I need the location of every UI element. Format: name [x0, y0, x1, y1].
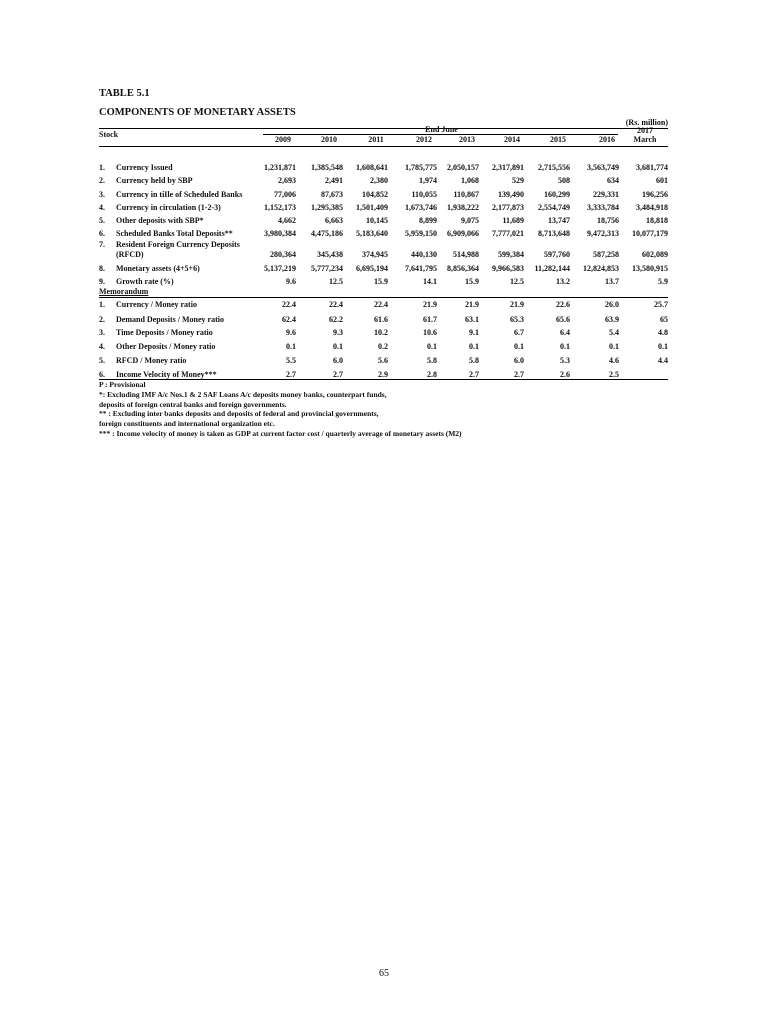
row-number: 4. [99, 203, 105, 212]
table-row [99, 370, 668, 382]
end-june-header: End June [425, 125, 458, 134]
table-cell: 440,130 [411, 250, 437, 259]
table-row [99, 176, 668, 188]
year-header: 2013 [459, 135, 475, 144]
table-cell: 1,152,173 [264, 203, 296, 212]
table-cell: 65.3 [510, 315, 524, 324]
table-cell: 0.1 [427, 342, 437, 351]
table-title: COMPONENTS OF MONETARY ASSETS [99, 107, 296, 118]
table-cell: 2.7 [469, 370, 479, 379]
table-cell: 280,364 [270, 250, 296, 259]
table-cell: 1,501,409 [356, 203, 388, 212]
table-cell: 2,715,556 [538, 163, 570, 172]
table-cell: 5.3 [560, 356, 570, 365]
table-cell: 12,824,853 [583, 264, 619, 273]
table-cell: 21.9 [465, 300, 479, 309]
table-cell: 1,385,548 [311, 163, 343, 172]
table-cell: 5.9 [658, 277, 668, 286]
table-cell: 514,988 [453, 250, 479, 259]
row-label: Currency in tiIle of Scheduled Banks [116, 190, 243, 199]
table-cell: 2,050,157 [447, 163, 479, 172]
table-cell: 4,475,186 [311, 229, 343, 238]
table-cell: 4.4 [658, 356, 668, 365]
table-cell: 1,673,746 [405, 203, 437, 212]
table-cell: 1,938,222 [447, 203, 479, 212]
table-cell: 2,693 [278, 176, 296, 185]
table-cell: 15.9 [465, 277, 479, 286]
row-number: 5. [99, 356, 105, 365]
table-row [99, 328, 668, 340]
row-number: 5. [99, 216, 105, 225]
table-cell: 15.9 [374, 277, 388, 286]
row-label: Resident Foreign Currency Deposits [116, 240, 240, 249]
table-cell: 11,282,144 [534, 264, 570, 273]
table-cell: 62.2 [329, 315, 343, 324]
table-cell: 0.1 [469, 342, 479, 351]
row-label: Growth rate (%) [116, 277, 174, 286]
table-cell: 0.1 [658, 342, 668, 351]
table-cell: 22.4 [374, 300, 388, 309]
table-cell: 601 [656, 176, 668, 185]
table-cell: 77,006 [274, 190, 296, 199]
table-cell: 6,663 [325, 216, 343, 225]
table-cell: 1,295,385 [311, 203, 343, 212]
table-cell: 12.5 [510, 277, 524, 286]
row-label: Other Deposits / Money ratio [116, 342, 216, 351]
table-cell: 7,641,795 [405, 264, 437, 273]
table-cell: 4,662 [278, 216, 296, 225]
table-cell: 26.0 [605, 300, 619, 309]
table-cell: 25.7 [654, 300, 668, 309]
col-2017-month: March [633, 135, 657, 144]
row-number: 2. [99, 315, 105, 324]
table-cell: 61.7 [423, 315, 437, 324]
year-header: 2014 [504, 135, 520, 144]
table-cell: 0.1 [560, 342, 570, 351]
table-cell: 2.7 [333, 370, 343, 379]
row-number: 4. [99, 342, 105, 351]
table-cell: 9.1 [469, 328, 479, 337]
table-cell: 22.4 [329, 300, 343, 309]
table-cell: 65 [660, 315, 668, 324]
row-number: 3. [99, 190, 105, 199]
table-cell: 87,673 [321, 190, 343, 199]
col-2017-year: 2017 [637, 126, 653, 135]
table-cell: 587,258 [593, 250, 619, 259]
table-cell: 5.8 [427, 356, 437, 365]
table-cell: 160,299 [544, 190, 570, 199]
footnote: *: Excluding IMF A/c Nos.1 & 2 SAF Loans A/c deposits money banks, counterpart funds, [99, 390, 387, 399]
table-cell: 5,137,219 [264, 264, 296, 273]
table-cell: 10,145 [366, 216, 388, 225]
table-row [99, 203, 668, 215]
header-bottom-rule [99, 146, 668, 147]
table-cell: 529 [512, 176, 524, 185]
table-cell: 5,777,234 [311, 264, 343, 273]
table-row [99, 264, 668, 276]
table-cell: 0.1 [333, 342, 343, 351]
table-cell: 6.7 [514, 328, 524, 337]
year-header: 2012 [416, 135, 432, 144]
table-cell: 9,966,583 [492, 264, 524, 273]
row-number: 8. [99, 264, 105, 273]
table-cell: 0.1 [609, 342, 619, 351]
table-cell: 63.1 [465, 315, 479, 324]
table-number: TABLE 5.1 [99, 88, 150, 99]
table-cell: 9,075 [461, 216, 479, 225]
table-cell: 0.1 [514, 342, 524, 351]
table-cell: 18,818 [646, 216, 668, 225]
stock-header: Stock [99, 130, 119, 139]
table-cell: 5.8 [469, 356, 479, 365]
row-label: Monetary assets (4+5+6) [116, 264, 200, 273]
table-cell: 2.5 [609, 370, 619, 379]
table-cell: 62.4 [282, 315, 296, 324]
table-cell: 1,608,641 [356, 163, 388, 172]
memorandum-label: Memorandum [99, 287, 149, 296]
row-label: Currency in circulation (1-2-3) [116, 203, 221, 212]
table-cell: 61.6 [374, 315, 388, 324]
table-cell: 5,959,150 [405, 229, 437, 238]
table-cell: 2.7 [514, 370, 524, 379]
table-cell: 6,909,066 [447, 229, 479, 238]
table-cell: 2.7 [286, 370, 296, 379]
row-number: 2. [99, 176, 105, 185]
row-number: 1. [99, 300, 105, 309]
table-row [99, 342, 668, 354]
year-header: 2015 [550, 135, 566, 144]
table-cell: 6.0 [514, 356, 524, 365]
row-number: 6. [99, 229, 105, 238]
row-number: 1. [99, 163, 105, 172]
table-row [99, 315, 668, 327]
table-cell: 5.6 [378, 356, 388, 365]
year-header: 2016 [599, 135, 615, 144]
table-cell: 4.8 [658, 328, 668, 337]
table-cell: 634 [607, 176, 619, 185]
table-cell: 374,945 [362, 250, 388, 259]
table-cell: 602,089 [642, 250, 668, 259]
table-cell: 18,756 [597, 216, 619, 225]
row-label: RFCD / Money ratio [116, 356, 187, 365]
table-cell: 1,068 [461, 176, 479, 185]
table-cell: 597,760 [544, 250, 570, 259]
table-bottom-rule [99, 379, 668, 380]
table-cell: 14.1 [423, 277, 437, 286]
table-row [99, 356, 668, 368]
table-cell: 196,256 [642, 190, 668, 199]
table-cell: 2,317,891 [492, 163, 524, 172]
table-cell: 4.6 [609, 356, 619, 365]
table-cell: 9.6 [286, 328, 296, 337]
page-number: 65 [379, 968, 389, 979]
year-header: 2009 [275, 135, 291, 144]
table-row [99, 216, 668, 228]
table-cell: 229,331 [593, 190, 619, 199]
table-cell: 2,554,749 [538, 203, 570, 212]
table-cell: 10.2 [374, 328, 388, 337]
table-cell: 0.1 [286, 342, 296, 351]
table-cell: 22.6 [556, 300, 570, 309]
row-label: Currency held by SBP [116, 176, 193, 185]
table-cell: 63.9 [605, 315, 619, 324]
table-cell: 9.6 [286, 277, 296, 286]
table-cell: 2,380 [370, 176, 388, 185]
table-row [99, 190, 668, 202]
row-label: Time Deposits / Money ratio [116, 328, 213, 337]
table-cell: 9.3 [333, 328, 343, 337]
table-cell: 8,899 [419, 216, 437, 225]
footnote: deposits of foreign central banks and foreign governments. [99, 400, 287, 409]
table-row [99, 163, 668, 175]
table-cell: 104,852 [362, 190, 388, 199]
units-label: (Rs. million) [625, 118, 668, 127]
table-cell: 2.8 [427, 370, 437, 379]
table-cell: 21.9 [423, 300, 437, 309]
table-cell: 13.7 [605, 277, 619, 286]
table-cell: 6.4 [560, 328, 570, 337]
row-label: Currency / Money ratio [116, 300, 197, 309]
table-cell: 8,713,648 [538, 229, 570, 238]
table-cell: 3,563,749 [587, 163, 619, 172]
table-cell: 2.6 [560, 370, 570, 379]
table-cell: 11,689 [502, 216, 524, 225]
table-cell: 10,077,179 [632, 229, 668, 238]
table-cell: 6.0 [333, 356, 343, 365]
table-cell: 5,183,640 [356, 229, 388, 238]
table-cell: 1,231,871 [264, 163, 296, 172]
table-cell: 13.2 [556, 277, 570, 286]
year-header: 2010 [321, 135, 337, 144]
row-label-continued: (RFCD) [116, 250, 144, 259]
table-cell: 2.9 [378, 370, 388, 379]
table-row [99, 277, 668, 289]
table-cell: 599,384 [498, 250, 524, 259]
table-cell: 0.2 [378, 342, 388, 351]
row-number: 9. [99, 277, 105, 286]
table-cell: 8,856,364 [447, 264, 479, 273]
footnote: *** : Income velocity of money is taken as GDP at current factor cost / quarterly average of monetary assets (M2) [99, 429, 462, 438]
table-cell: 7,777,021 [492, 229, 524, 238]
table-cell: 2,491 [325, 176, 343, 185]
table-cell: 110,055 [411, 190, 437, 199]
year-header: 2011 [368, 135, 384, 144]
row-number: 7. [99, 240, 105, 249]
footnote: foreign constituents and international organization etc. [99, 419, 275, 428]
table-cell: 1,974 [419, 176, 437, 185]
table-cell: 3,333,784 [587, 203, 619, 212]
col-2017-header [622, 126, 668, 144]
row-label: Other deposits with SBP* [116, 216, 204, 225]
row-label: Demand Deposits / Money ratio [116, 315, 224, 324]
footnote: P : Provisional [99, 380, 146, 389]
table-cell: 3,681,774 [636, 163, 668, 172]
table-cell: 3,980,384 [264, 229, 296, 238]
table-cell: 6,695,194 [356, 264, 388, 273]
table-cell: 345,438 [317, 250, 343, 259]
table-cell: 1,785,775 [405, 163, 437, 172]
table-cell: 9,472,313 [587, 229, 619, 238]
table-row [99, 300, 668, 312]
footnote: ** : Excluding inter banks deposits and deposits of federal and provincial governments, [99, 409, 379, 418]
table-cell: 13,580,915 [632, 264, 668, 273]
row-label: Scheduled Banks Total Deposits** [116, 229, 233, 238]
row-label: Currency Issued [116, 163, 173, 172]
table-cell: 508 [558, 176, 570, 185]
table-cell: 2,177,873 [492, 203, 524, 212]
table-cell: 21.9 [510, 300, 524, 309]
row-number: 6. [99, 370, 105, 379]
table-cell: 5.5 [286, 356, 296, 365]
table-cell: 5.4 [609, 328, 619, 337]
table-cell: 139,490 [498, 190, 524, 199]
table-cell: 12.5 [329, 277, 343, 286]
table-cell: 65.6 [556, 315, 570, 324]
row-number: 3. [99, 328, 105, 337]
table-cell: 22.4 [282, 300, 296, 309]
table-row [99, 240, 668, 259]
memo-rule [99, 297, 668, 298]
table-cell: 10.6 [423, 328, 437, 337]
table-cell: 3,484,918 [636, 203, 668, 212]
table-cell: 13,747 [548, 216, 570, 225]
row-label: Income Velocity of Money*** [116, 370, 217, 379]
table-cell: 110,867 [453, 190, 479, 199]
